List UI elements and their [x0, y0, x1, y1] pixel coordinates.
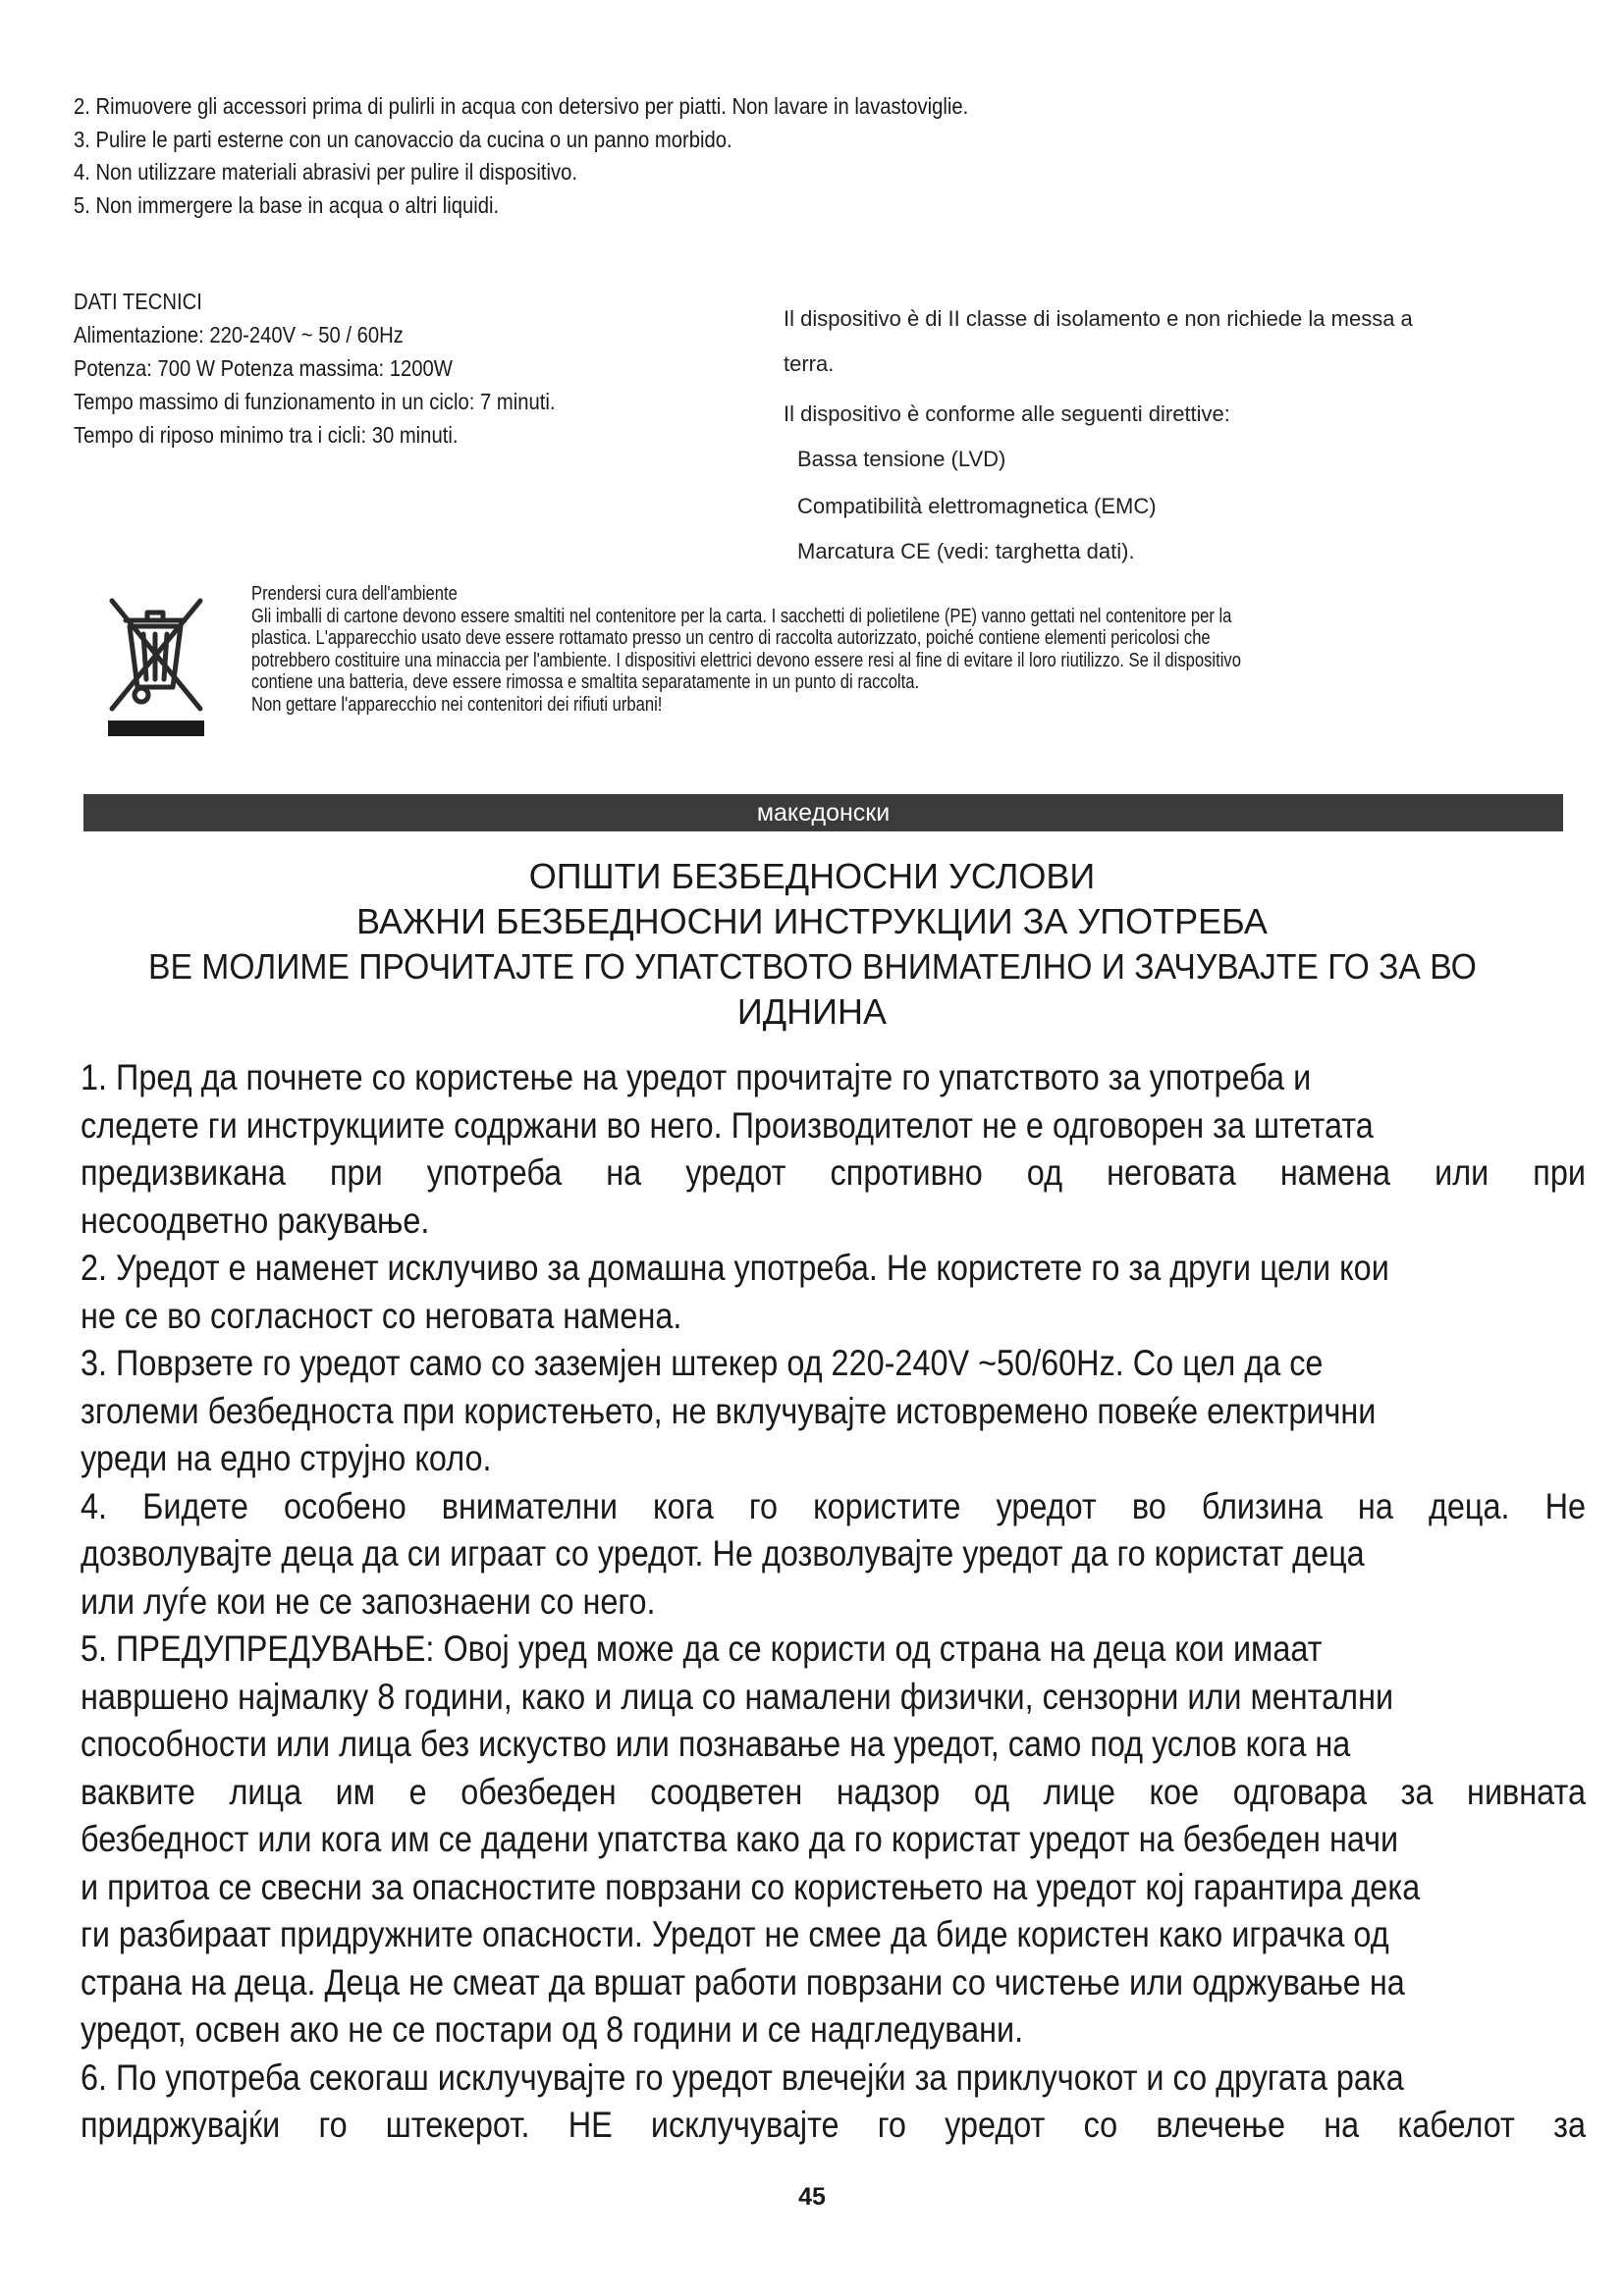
text-line: придржувајќи го штекерот. НЕ исклучувајте го уредот со влечење на кабелот за — [81, 2105, 1586, 2145]
section-titles — [0, 854, 1624, 1035]
list-item: 3. Pulire le parti esterne con un canovaccio da cucina o un panno morbido. — [74, 126, 732, 152]
text-line: 5. ПРЕДУПРЕДУВАЊЕ: Овој уред може да се користи од страна на деца кои имаат — [81, 1629, 1323, 1669]
text-line: не се во согласност со неговата намена. — [81, 1295, 682, 1336]
title-line: ОПШТИ БЕЗБЕДНОСНИ УСЛОВИ — [528, 856, 1096, 896]
text-line: уредот, освен ако не се постари од 8 години и се надгледувани. — [81, 2009, 1024, 2050]
text-line: 6. По употреба секогаш исклучувајте го уредот влечејќи за приклучокот и со другата рака — [81, 2056, 1404, 2098]
environment-notice — [96, 583, 1530, 750]
environment-line: potrebbero costituire una minaccia per l'ambiente. I dispositivi elettrici devono essere resi al fine di evitare il loro riutilizzo. Se il dispositivo — [251, 649, 1241, 671]
title-line: ИДНИНА — [736, 991, 888, 1032]
page-number: 45 — [798, 2183, 826, 2211]
text-line: или луѓе кои не се запознаени со него. — [81, 1580, 656, 1622]
environment-line: Non gettare l'apparecchio nei contenitori dei rifiuti urbani! — [251, 693, 663, 716]
text-line: уреди на едно струјно коло. — [81, 1438, 492, 1478]
list-item: 5. Non immergere la base in acqua o altri liquidi. — [74, 191, 500, 218]
tech-data-line: Tempo massimo di funzionamento in un ciclo: 7 minuti. — [74, 389, 556, 414]
text-line: 1. Пред да почнете со користење на уредот прочитајте го упатството за употреба и — [81, 1057, 1312, 1097]
text-line: 2. Уредот е наменет исклучиво за домашна употреба. Не користете го за други цели кои — [81, 1248, 1389, 1288]
environment-text — [251, 583, 1555, 716]
conformity-line: Compatibilità elettromagnetica (EMC) — [797, 494, 1157, 518]
text-line: безбедност или кога им се дадени упатства како да го користат уредот на безбеден начи — [81, 1819, 1399, 1859]
tech-data-line: Alimentazione: 220-240V ~ 50 / 60Hz — [74, 322, 404, 347]
title-line: ВАЖНИ БЕЗБЕДНОСНИ ИНСТРУКЦИИ ЗА УПОТРЕБА — [356, 901, 1268, 941]
conformity-line: Bassa tensione (LVD) — [797, 447, 1006, 471]
tech-data-line: Tempo di riposo minimo tra i cicli: 30 minuti. — [74, 422, 459, 448]
crossed-out-wheelie-bin-icon — [104, 591, 208, 738]
text-line: ги разбираат придружните опасности. Уредот не смее да биде користен како играчка од — [81, 1914, 1389, 1954]
technical-data — [74, 285, 851, 452]
text-line: 4. Бидете особено внимателни кога го користите уредот во близина на деца. Не — [81, 1485, 1586, 1526]
tech-data-line: Potenza: 700 W Potenza massima: 1200W — [74, 355, 453, 381]
list-item: 4. Non utilizzare materiali abrasivi per pulire il dispositivo. — [74, 159, 577, 185]
language-section-bar: македонски — [83, 794, 1563, 831]
text-line: дозволувајте деца да си играат со уредот. Не дозволувајте уредот да го користат деца — [81, 1533, 1365, 1574]
conformity-line: terra. — [784, 351, 835, 376]
environment-title: Prendersi cura dell'ambiente — [251, 583, 458, 605]
text-line: следете ги инструкциите содржани во него. Производителот не е одговорен за штетата — [81, 1104, 1374, 1146]
list-item: 2. Rimuovere gli accessori prima di pulirli in acqua con detersivo per piatti. Non lavare in lavastoviglie. — [74, 93, 969, 119]
text-line: 3. Поврзете го уредот само со заземјен штекер од 220-240V ~50/60Hz. Со цел да се — [81, 1343, 1324, 1383]
text-line: навршено најмалку 8 години, како и лица со намалени физички, сензорни или ментални — [81, 1676, 1394, 1717]
conformity-line: Il dispositivo è di II classe di isolamento e non richiede la messa a — [784, 306, 1413, 331]
text-line: страна на деца. Деца не смеат да вршат работи поврзани со чистење или одржување на — [81, 1961, 1405, 2002]
italian-care-list — [74, 90, 1352, 222]
text-line: предизвикана при употреба на уредот спротивно од неговата намена или при — [81, 1152, 1586, 1193]
title-line: ВЕ МОЛИМЕ ПРОЧИТАЈТЕ ГО УПАТСТВОТО ВНИМАТЕЛНО И ЗАЧУВАЈТЕ ГО ЗА ВО — [147, 946, 1477, 987]
tech-data-heading: DATI TECNICI — [74, 289, 202, 314]
text-line: несоодветно ракување. — [81, 1200, 430, 1241]
environment-line: Gli imballi di cartone devono essere smaltiti nel contenitore per la carta. I sacchetti di polietilene (PE) vanno gettati nel contenitore per la — [251, 605, 1232, 627]
text-line: способности или лица без искуство или познавање на уредот, само под услов кога на — [81, 1724, 1351, 1764]
text-line: ваквите лица им е обезбеден соодветен надзор од лице кое одговара за нивната — [81, 1771, 1586, 1812]
conformity-line: Il dispositivo è conforme alle seguenti direttive: — [784, 401, 1230, 426]
environment-line: plastica. L'apparecchio usato deve essere rottamato presso un centro di raccolta autorizzato, poiché contiene elementi pericolosi che — [251, 627, 1211, 649]
text-line: зголеми безбедноста при користењето, не вклучувајте истовремено повеќе електрични — [81, 1390, 1377, 1431]
text-line: и притоа се свесни за опасностите поврзани со користењето на уредот кој гарантира дека — [81, 1866, 1421, 1907]
conformity-line: Marcatura CE (vedi: targhetta dati). — [797, 539, 1135, 563]
instructions-body — [81, 1054, 1586, 2150]
environment-line: contiene una batteria, deve essere rimossa e smaltita separatamente in un punto di raccolta. — [251, 671, 920, 693]
